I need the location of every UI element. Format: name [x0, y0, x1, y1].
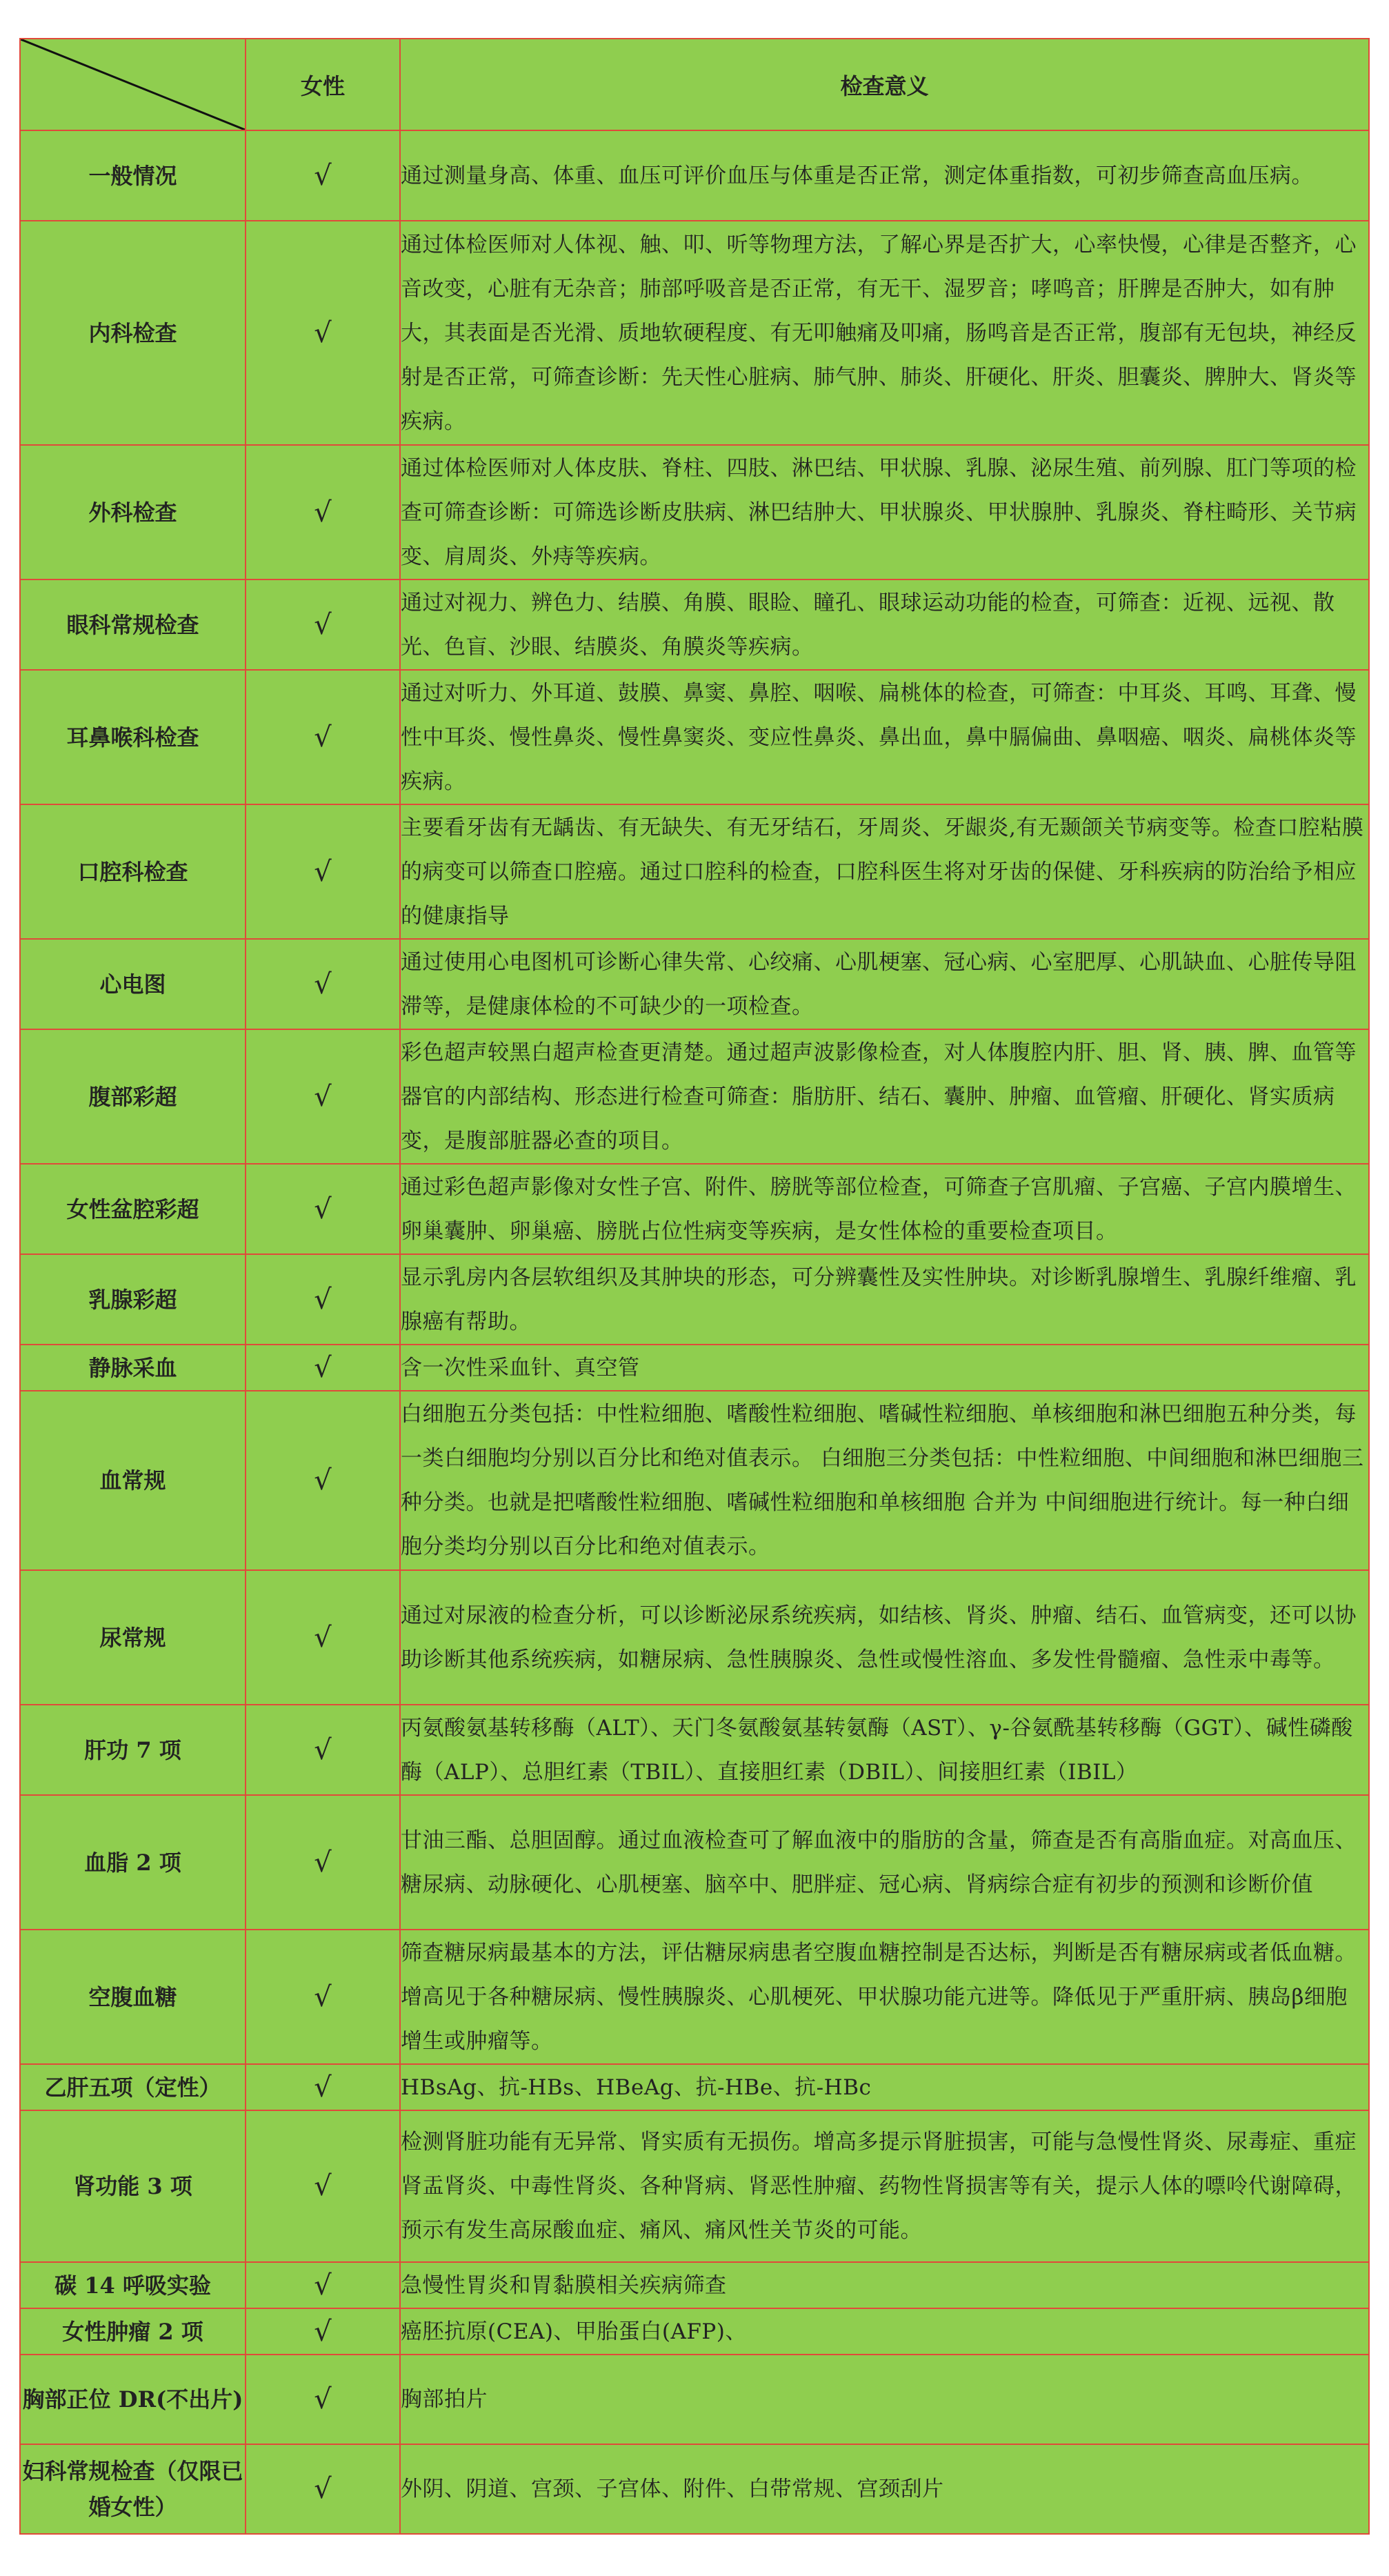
header-diagonal-cell [20, 39, 246, 130]
row-item-name: 血脂 2 项 [20, 1795, 246, 1930]
row-item-name: 乙肝五项（定性） [20, 2064, 246, 2110]
row-item-name: 一般情况 [20, 130, 246, 221]
row-description: 白细胞五分类包括：中性粒细胞、嗜酸性粒细胞、嗜碱性粒细胞、单核细胞和淋巴细胞五种分类，每一类白细胞均分别以百分比和绝对值表示。 白细胞三分类包括：中性粒细胞、中间细胞和淋巴细胞三种分类。也就是把嗜酸性粒细胞、嗜碱性粒细胞和单核细胞 合并为 中间细胞进行统计。每一种白细胞分类均分别以百分比和绝对值表示。 [400, 1391, 1369, 1570]
check-mark: √ [246, 2064, 400, 2110]
check-mark: √ [246, 2308, 400, 2355]
row-description: 癌胚抗原(CEA)、甲胎蛋白(AFP)、 [400, 2308, 1369, 2355]
check-mark: √ [246, 130, 400, 221]
table-row [20, 804, 1369, 939]
table-row [20, 1930, 1369, 2064]
row-description: 通过对尿液的检查分析，可以诊断泌尿系统疾病，如结核、肾炎、肿瘤、结石、血管病变，还可以协助诊断其他系统疾病，如糖尿病、急性胰腺炎、急性或慢性溶血、多发性骨髓瘤、急性汞中毒等。 [400, 1570, 1369, 1705]
row-item-name: 耳鼻喉科检查 [20, 670, 246, 804]
check-mark: √ [246, 670, 400, 804]
table-row [20, 2444, 1369, 2534]
row-description: 通过使用心电图机可诊断心律失常、心绞痛、心肌梗塞、冠心病、心室肥厚、心肌缺血、心脏传导阻滞等，是健康体检的不可缺少的一项检查。 [400, 939, 1369, 1029]
row-item-name: 腹部彩超 [20, 1029, 246, 1164]
row-description: 通过对听力、外耳道、鼓膜、鼻窦、鼻腔、咽喉、扁桃体的检查，可筛查：中耳炎、耳鸣、耳聋、慢性中耳炎、慢性鼻炎、慢性鼻窦炎、变应性鼻炎、鼻出血，鼻中膈偏曲、鼻咽癌、咽炎、扁桃体炎等疾病。 [400, 670, 1369, 804]
row-description: 甘油三酯、总胆固醇。通过血液检查可了解血液中的脂肪的含量，筛查是否有高脂血症。对高血压、糖尿病、动脉硬化、心肌梗塞、脑卒中、肥胖症、冠心病、肾病综合症有初步的预测和诊断价值 [400, 1795, 1369, 1930]
table-row [20, 1029, 1369, 1164]
table-row [20, 2262, 1369, 2308]
header-female: 女性 [246, 39, 400, 130]
check-mark: √ [246, 1164, 400, 1254]
check-mark: √ [246, 1705, 400, 1795]
row-description: 主要看牙齿有无龋齿、有无缺失、有无牙结石，牙周炎、牙龈炎,有无颞颌关节病变等。检查口腔粘膜的病变可以筛查口腔癌。通过口腔科的检查，口腔科医生将对牙齿的保健、牙科疾病的防治给予相应的健康指导 [400, 804, 1369, 939]
row-item-name: 口腔科检查 [20, 804, 246, 939]
row-item-name: 眼科常规检查 [20, 579, 246, 670]
row-description: 筛查糖尿病最基本的方法，评估糖尿病患者空腹血糖控制是否达标，判断是否有糖尿病或者低血糖。增高见于各种糖尿病、慢性胰腺炎、心肌梗死、甲状腺功能亢进等。降低见于严重肝病、胰岛β细胞增生或肿瘤等。 [400, 1930, 1369, 2064]
row-item-name: 肝功 7 项 [20, 1705, 246, 1795]
check-mark: √ [246, 939, 400, 1029]
row-item-name: 女性盆腔彩超 [20, 1164, 246, 1254]
row-description: 通过彩色超声影像对女性子宫、附件、膀胱等部位检查，可筛查子宫肌瘤、子宫癌、子宫内膜增生、卵巢囊肿、卵巢癌、膀胱占位性病变等疾病，是女性体检的重要检查项目。 [400, 1164, 1369, 1254]
check-mark: √ [246, 2110, 400, 2262]
row-description: 彩色超声较黑白超声检查更清楚。通过超声波影像检查，对人体腹腔内肝、胆、肾、胰、脾、血管等器官的内部结构、形态进行检查可筛查：脂肪肝、结石、囊肿、肿瘤、血管瘤、肝硬化、肾实质病变，是腹部脏器必查的项目。 [400, 1029, 1369, 1164]
row-description: 丙氨酸氨基转移酶（ALT）、天门冬氨酸氨基转氨酶（AST）、γ-谷氨酰基转移酶（GGT）、碱性磷酸酶（ALP）、总胆红素（TBIL）、直接胆红素（DBIL）、间接胆红素（IBIL） [400, 1705, 1369, 1795]
check-mark: √ [246, 2444, 400, 2534]
row-item-name: 心电图 [20, 939, 246, 1029]
table-row [20, 130, 1369, 221]
check-mark: √ [246, 221, 400, 445]
row-item-name: 妇科常规检查（仅限已婚女性） [20, 2444, 246, 2534]
row-item-name: 外科检查 [20, 445, 246, 579]
table-row [20, 1345, 1369, 1391]
check-mark: √ [246, 1795, 400, 1930]
row-description: 胸部拍片 [400, 2355, 1369, 2444]
table-row [20, 579, 1369, 670]
row-item-name: 乳腺彩超 [20, 1254, 246, 1345]
table-row [20, 1795, 1369, 1930]
check-mark: √ [246, 1345, 400, 1391]
check-mark: √ [246, 1391, 400, 1570]
table-row [20, 2355, 1369, 2444]
row-item-name: 女性肿瘤 2 项 [20, 2308, 246, 2355]
table-row [20, 1391, 1369, 1570]
exam-table-container [19, 38, 1370, 2535]
row-description: HBsAg、抗-HBs、HBeAg、抗-HBe、抗-HBc [400, 2064, 1369, 2110]
row-description: 外阴、阴道、宫颈、子宫体、附件、白带常规、宫颈刮片 [400, 2444, 1369, 2534]
table-row [20, 1705, 1369, 1795]
row-item-name: 血常规 [20, 1391, 246, 1570]
row-description: 通过体检医师对人体视、触、叩、听等物理方法，了解心界是否扩大，心率快慢，心律是否整齐，心音改变，心脏有无杂音；肺部呼吸音是否正常，有无干、湿罗音；哮鸣音；肝脾是否肿大，如有肿大，其表面是否光滑、质地软硬程度、有无叩触痛及叩痛，肠鸣音是否正常，腹部有无包块，神经反射是否正常，可筛查诊断：先天性心脏病、肺气肿、肺炎、肝硬化、肝炎、胆囊炎、脾肿大、肾炎等疾病。 [400, 221, 1369, 445]
row-description: 检测肾脏功能有无异常、肾实质有无损伤。增高多提示肾脏损害，可能与急慢性肾炎、尿毒症、重症肾盂肾炎、中毒性肾炎、各种肾病、肾恶性肿瘤、药物性肾损害等有关，提示人体的嘌呤代谢障碍，预示有发生高尿酸血症、痛风、痛风性关节炎的可能。 [400, 2110, 1369, 2262]
table-row [20, 2064, 1369, 2110]
row-description: 急慢性胃炎和胃黏膜相关疾病筛查 [400, 2262, 1369, 2308]
row-item-name: 内科检查 [20, 221, 246, 445]
check-mark: √ [246, 1570, 400, 1705]
row-description: 通过体检医师对人体皮肤、脊柱、四肢、淋巴结、甲状腺、乳腺、泌尿生殖、前列腺、肛门等项的检查可筛查诊断：可筛选诊断皮肤病、淋巴结肿大、甲状腺炎、甲状腺肿、乳腺炎、脊柱畸形、关节病变、肩周炎、外痔等疾病。 [400, 445, 1369, 579]
check-mark: √ [246, 804, 400, 939]
check-mark: √ [246, 2355, 400, 2444]
check-mark: √ [246, 579, 400, 670]
table-row [20, 221, 1369, 445]
row-description: 通过对视力、辨色力、结膜、角膜、眼睑、瞳孔、眼球运动功能的检查，可筛查：近视、远视、散光、色盲、沙眼、结膜炎、角膜炎等疾病。 [400, 579, 1369, 670]
table-row [20, 2308, 1369, 2355]
check-mark: √ [246, 2262, 400, 2308]
row-description: 显示乳房内各层软组织及其肿块的形态，可分辨囊性及实性肿块。对诊断乳腺增生、乳腺纤维瘤、乳腺癌有帮助。 [400, 1254, 1369, 1345]
diagonal-line [21, 39, 245, 130]
row-item-name: 静脉采血 [20, 1345, 246, 1391]
exam-items-table [19, 38, 1370, 2535]
row-item-name: 空腹血糖 [20, 1930, 246, 2064]
table-row [20, 445, 1369, 579]
table-row [20, 2110, 1369, 2262]
check-mark: √ [246, 1254, 400, 1345]
table-row [20, 1164, 1369, 1254]
check-mark: √ [246, 1930, 400, 2064]
row-description: 含一次性采血针、真空管 [400, 1345, 1369, 1391]
row-item-name: 碳 14 呼吸实验 [20, 2262, 246, 2308]
row-item-name: 肾功能 3 项 [20, 2110, 246, 2262]
row-description: 通过测量身高、体重、血压可评价血压与体重是否正常，测定体重指数，可初步筛查高血压病。 [400, 130, 1369, 221]
table-row [20, 1254, 1369, 1345]
table-header-row [20, 39, 1369, 130]
row-item-name: 尿常规 [20, 1570, 246, 1705]
header-meaning: 检查意义 [400, 39, 1369, 130]
check-mark: √ [246, 1029, 400, 1164]
table-row [20, 1570, 1369, 1705]
table-row [20, 939, 1369, 1029]
check-mark: √ [246, 445, 400, 579]
table-row [20, 670, 1369, 804]
row-item-name: 胸部正位 DR(不出片) [20, 2355, 246, 2444]
